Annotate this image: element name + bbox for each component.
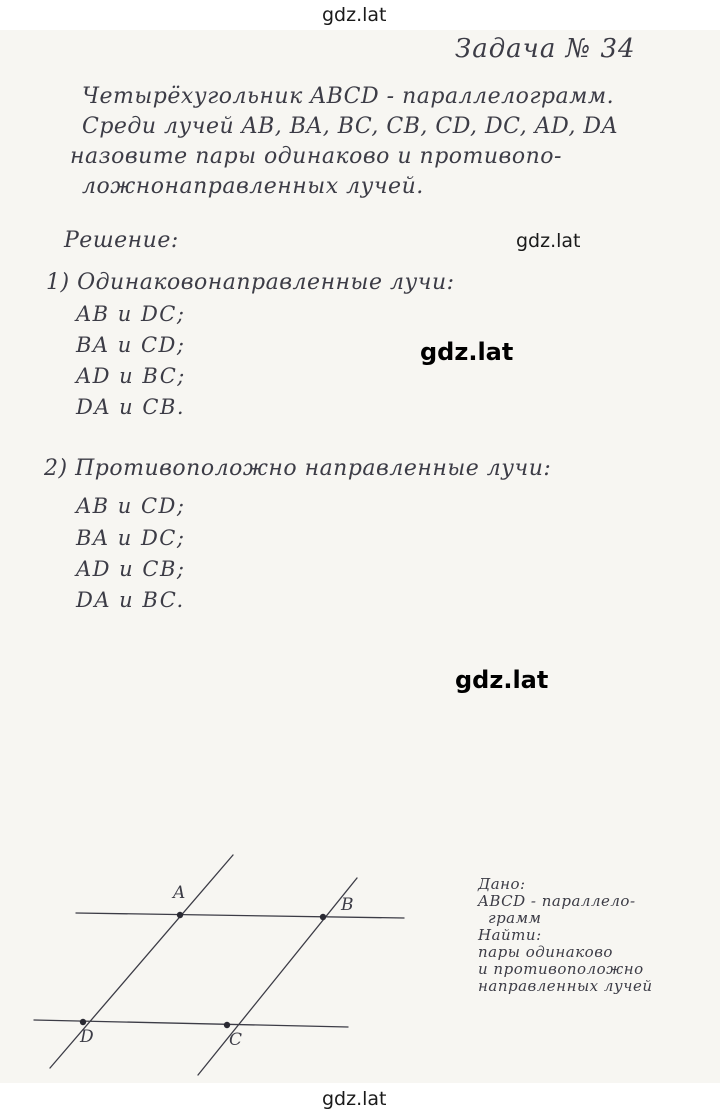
given-line: ABCD - параллело- xyxy=(478,892,636,910)
point-c xyxy=(224,1022,230,1028)
point-b xyxy=(320,914,326,920)
problem-statement xyxy=(70,82,618,202)
solution-heading: Решение: xyxy=(64,228,179,253)
point-label-c: C xyxy=(229,1030,243,1050)
statement-line: назовите пары одинаково и противопо- xyxy=(70,144,562,169)
line-bc xyxy=(198,878,357,1075)
watermark-mid-right: gdz.lat xyxy=(516,230,581,252)
watermark-center: gdz.lat xyxy=(420,338,514,366)
given-line: и противоположно xyxy=(478,960,644,978)
watermark-lower: gdz.lat xyxy=(455,666,549,694)
same-pair: AB и DC; xyxy=(76,302,186,326)
given-line: пары одинаково xyxy=(478,943,613,961)
given-line: направленных лучей xyxy=(478,977,653,995)
opposite-direction-title: 2) Противоположно направленные лучи: xyxy=(44,456,552,481)
point-a xyxy=(177,912,183,918)
opposite-pair: BA и DC; xyxy=(76,526,186,550)
opposite-pair: AD и CB; xyxy=(76,557,186,581)
statement-line: Среди лучей AB, BA, BC, CB, CD, DC, AD, DA xyxy=(82,114,618,139)
given-line: Найти: xyxy=(478,926,542,944)
given-line: грамм xyxy=(488,909,542,927)
opposite-pair: AB и CD; xyxy=(76,494,186,518)
watermark-bottom: gdz.lat xyxy=(322,1088,387,1110)
same-pair: AD и BC; xyxy=(76,364,186,388)
point-label-a: A xyxy=(173,883,186,903)
same-pair: BA и CD; xyxy=(76,333,186,357)
same-direction-title: 1) Одинаковонаправленные лучи: xyxy=(46,270,455,295)
statement-line: Четырёхугольник ABCD - параллелограмм. xyxy=(82,84,615,109)
point-label-b: B xyxy=(341,895,354,915)
point-d xyxy=(80,1019,86,1025)
point-label-d: D xyxy=(80,1027,94,1047)
same-pair: DA и CB. xyxy=(76,395,186,419)
given-block xyxy=(478,876,653,995)
line-ad xyxy=(50,855,233,1068)
given-line: Дано: xyxy=(478,875,526,893)
statement-line: ложнонаправленных лучей. xyxy=(82,174,424,199)
parallelogram-figure xyxy=(0,840,460,1080)
opposite-pair: DA и BC. xyxy=(76,588,185,612)
task-title: Задача № 34 xyxy=(455,34,636,64)
line-ab xyxy=(76,913,404,918)
watermark-top: gdz.lat xyxy=(322,4,387,26)
